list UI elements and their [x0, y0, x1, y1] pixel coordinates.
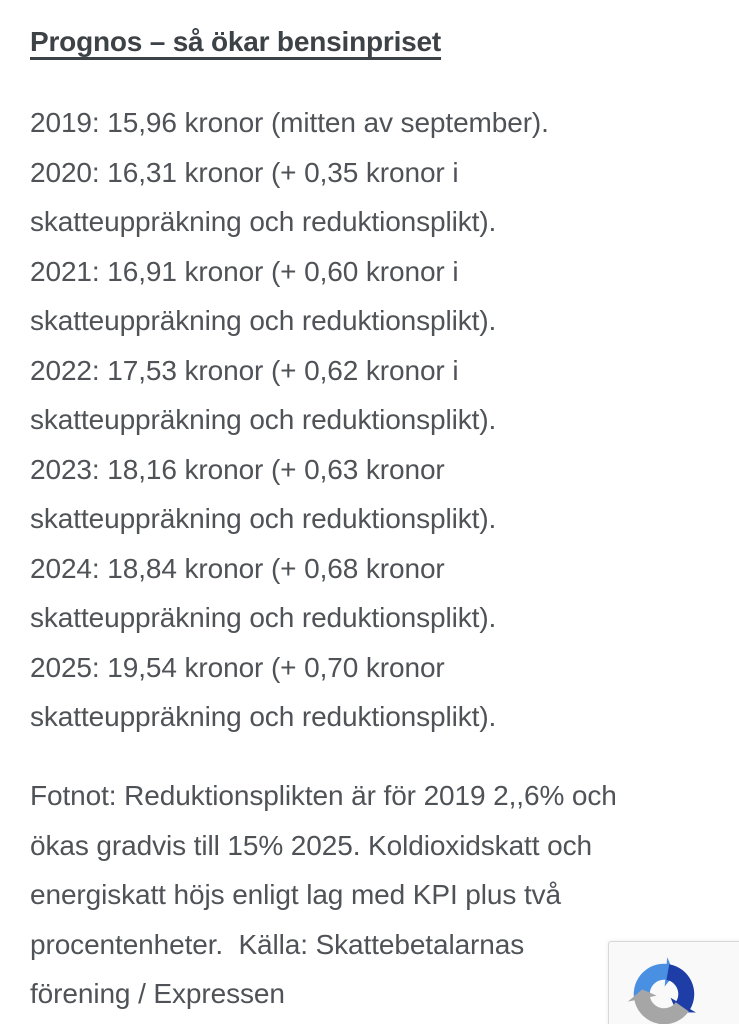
forecast-line: skatteuppräkning och reduktionsplikt).	[30, 305, 497, 336]
forecast-line: skatteuppräkning och reduktionsplikt).	[30, 206, 497, 237]
forecast-line: 2025: 19,54 kronor (+ 0,70 kronor	[30, 651, 445, 683]
forecast-line: 2022: 17,53 kronor (+ 0,62 kronor i	[30, 354, 459, 386]
footnote-line: ökas gradvis till 15% 2025. Koldioxidskatt och	[30, 829, 592, 861]
forecast-line: 2021: 16,91 kronor (+ 0,60 kronor i	[30, 255, 459, 287]
footnote-paragraph	[30, 771, 617, 1019]
forecast-line: 2019: 15,96 kronor (mitten av september).	[30, 107, 549, 138]
footnote-line: procentenheter. Källa: Skattebetalarnas	[30, 928, 525, 960]
footnote-line: energiskatt höjs enligt lag med KPI plus två	[30, 879, 562, 910]
footnote-line: förening / Expressen	[30, 978, 285, 1009]
forecast-line: 2023: 18,16 kronor (+ 0,63 kronor	[30, 453, 445, 485]
forecast-paragraph	[30, 98, 549, 742]
forecast-line: skatteuppräkning och reduktionsplikt).	[30, 701, 497, 732]
recaptcha-icon	[622, 952, 706, 1024]
recaptcha-arrow-dark-blue	[666, 964, 696, 1012]
forecast-line: 2020: 16,31 kronor (+ 0,35 kronor i	[30, 156, 459, 188]
recaptcha-badge[interactable]	[608, 941, 739, 1024]
page-title: Prognos – så ökar bensinpriset	[30, 26, 442, 57]
forecast-line: skatteuppräkning och reduktionsplikt).	[30, 503, 497, 534]
forecast-line: 2024: 18,84 kronor (+ 0,68 kronor	[30, 552, 445, 584]
footnote-line: Fotnot: Reduktionsplikten är för 2019 2,,6% och	[30, 780, 617, 811]
forecast-line: skatteuppräkning och reduktionsplikt).	[30, 602, 497, 633]
forecast-line: skatteuppräkning och reduktionsplikt).	[30, 404, 497, 435]
